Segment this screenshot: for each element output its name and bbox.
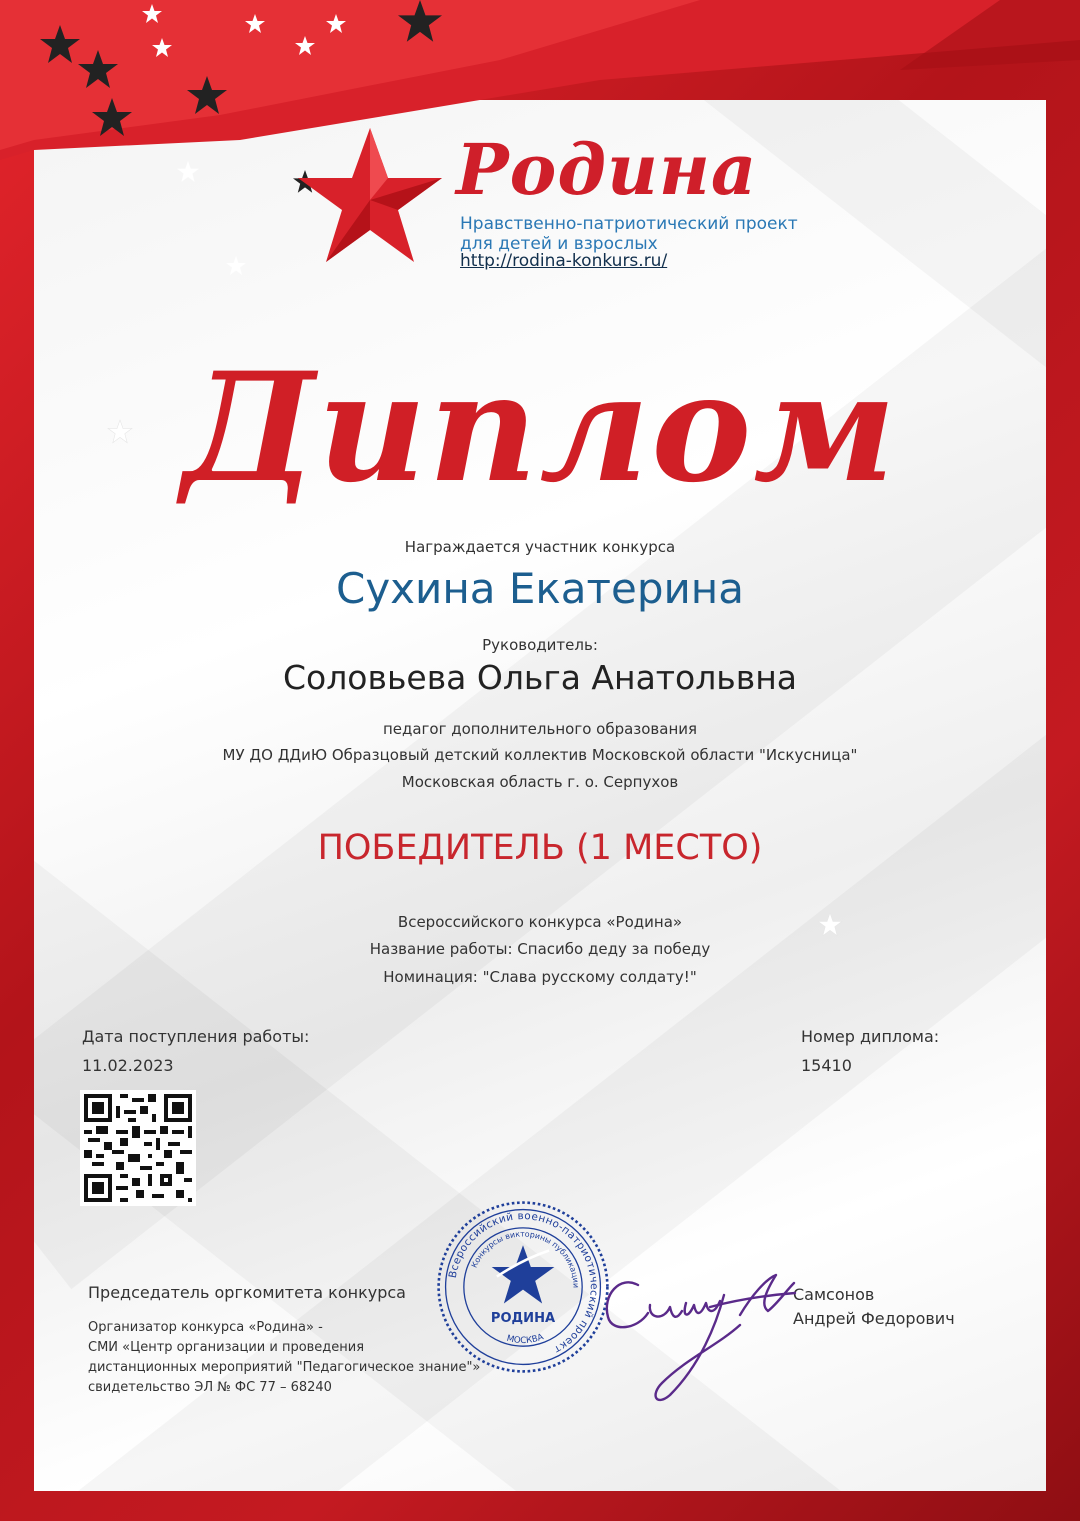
seal-center-text: РОДИНА xyxy=(490,1310,556,1326)
diploma-number-value: 15410 xyxy=(801,1056,852,1075)
handwritten-signature xyxy=(590,1255,810,1415)
supervisor-position: педагог дополнительного образования xyxy=(382,720,698,738)
organization: МУ ДО ДДиЮ Образцовый детский коллектив Московской области "Искусница" xyxy=(222,746,858,764)
official-seal xyxy=(436,1200,610,1374)
supervisor-label: Руководитель: xyxy=(482,636,598,654)
organizer-line-3: дистанционных мероприятий "Педагогическое знание"» xyxy=(88,1360,481,1375)
rodina-star-logo xyxy=(298,128,442,262)
brand-tagline-line1: Нравственно-патриотический проект xyxy=(460,214,798,234)
date-label: Дата поступления работы: xyxy=(82,1027,310,1046)
date-value: 11.02.2023 xyxy=(82,1056,174,1075)
contest-name: Всероссийского конкурса «Родина» xyxy=(397,913,683,931)
seal-inner-text: Конкурсы викторины публикации xyxy=(469,1229,581,1289)
signer-surname: Самсонов xyxy=(793,1285,875,1304)
diploma-number-label: Номер диплома: xyxy=(801,1027,940,1046)
brand-name: Родина xyxy=(456,128,758,211)
seal-bottom-text: МОСКВА xyxy=(505,1332,545,1347)
nomination: Номинация: "Слава русскому солдату!" xyxy=(383,968,697,986)
location: Московская область г. о. Серпухов xyxy=(401,773,679,791)
chairman-label: Председатель оргкомитета конкурса xyxy=(88,1283,406,1302)
organizer-line-4: свидетельство ЭЛ № ФС 77 – 68240 xyxy=(88,1380,332,1395)
organizer-line-1: Организатор конкурса «Родина» - xyxy=(88,1320,323,1335)
seal-outer-text: Всероссийский военно-патриотический проект xyxy=(446,1210,600,1356)
qr-code[interactable] xyxy=(80,1090,196,1206)
participant-name: Сухина Екатерина xyxy=(336,564,744,613)
award-result: ПОБЕДИТЕЛЬ (1 МЕСТО) xyxy=(317,828,763,868)
brand-tagline xyxy=(460,214,820,254)
work-title: Название работы: Спасибо деду за победу xyxy=(369,940,711,958)
brand-url-link[interactable]: http://rodina-konkurs.ru/ xyxy=(460,251,668,271)
organizer-line-2: СМИ «Центр организации и проведения xyxy=(88,1340,365,1355)
diploma-title: Диплом xyxy=(182,340,898,516)
signer-name xyxy=(793,1283,955,1331)
signer-given-names: Андрей Федорович xyxy=(793,1309,955,1328)
seal-star-icon xyxy=(492,1245,555,1303)
brand-tagline-line2: для детей и взрослых xyxy=(460,234,658,254)
supervisor-name: Соловьева Ольга Анатольвна xyxy=(282,658,797,697)
awarded-text: Награждается участник конкурса xyxy=(404,538,676,556)
